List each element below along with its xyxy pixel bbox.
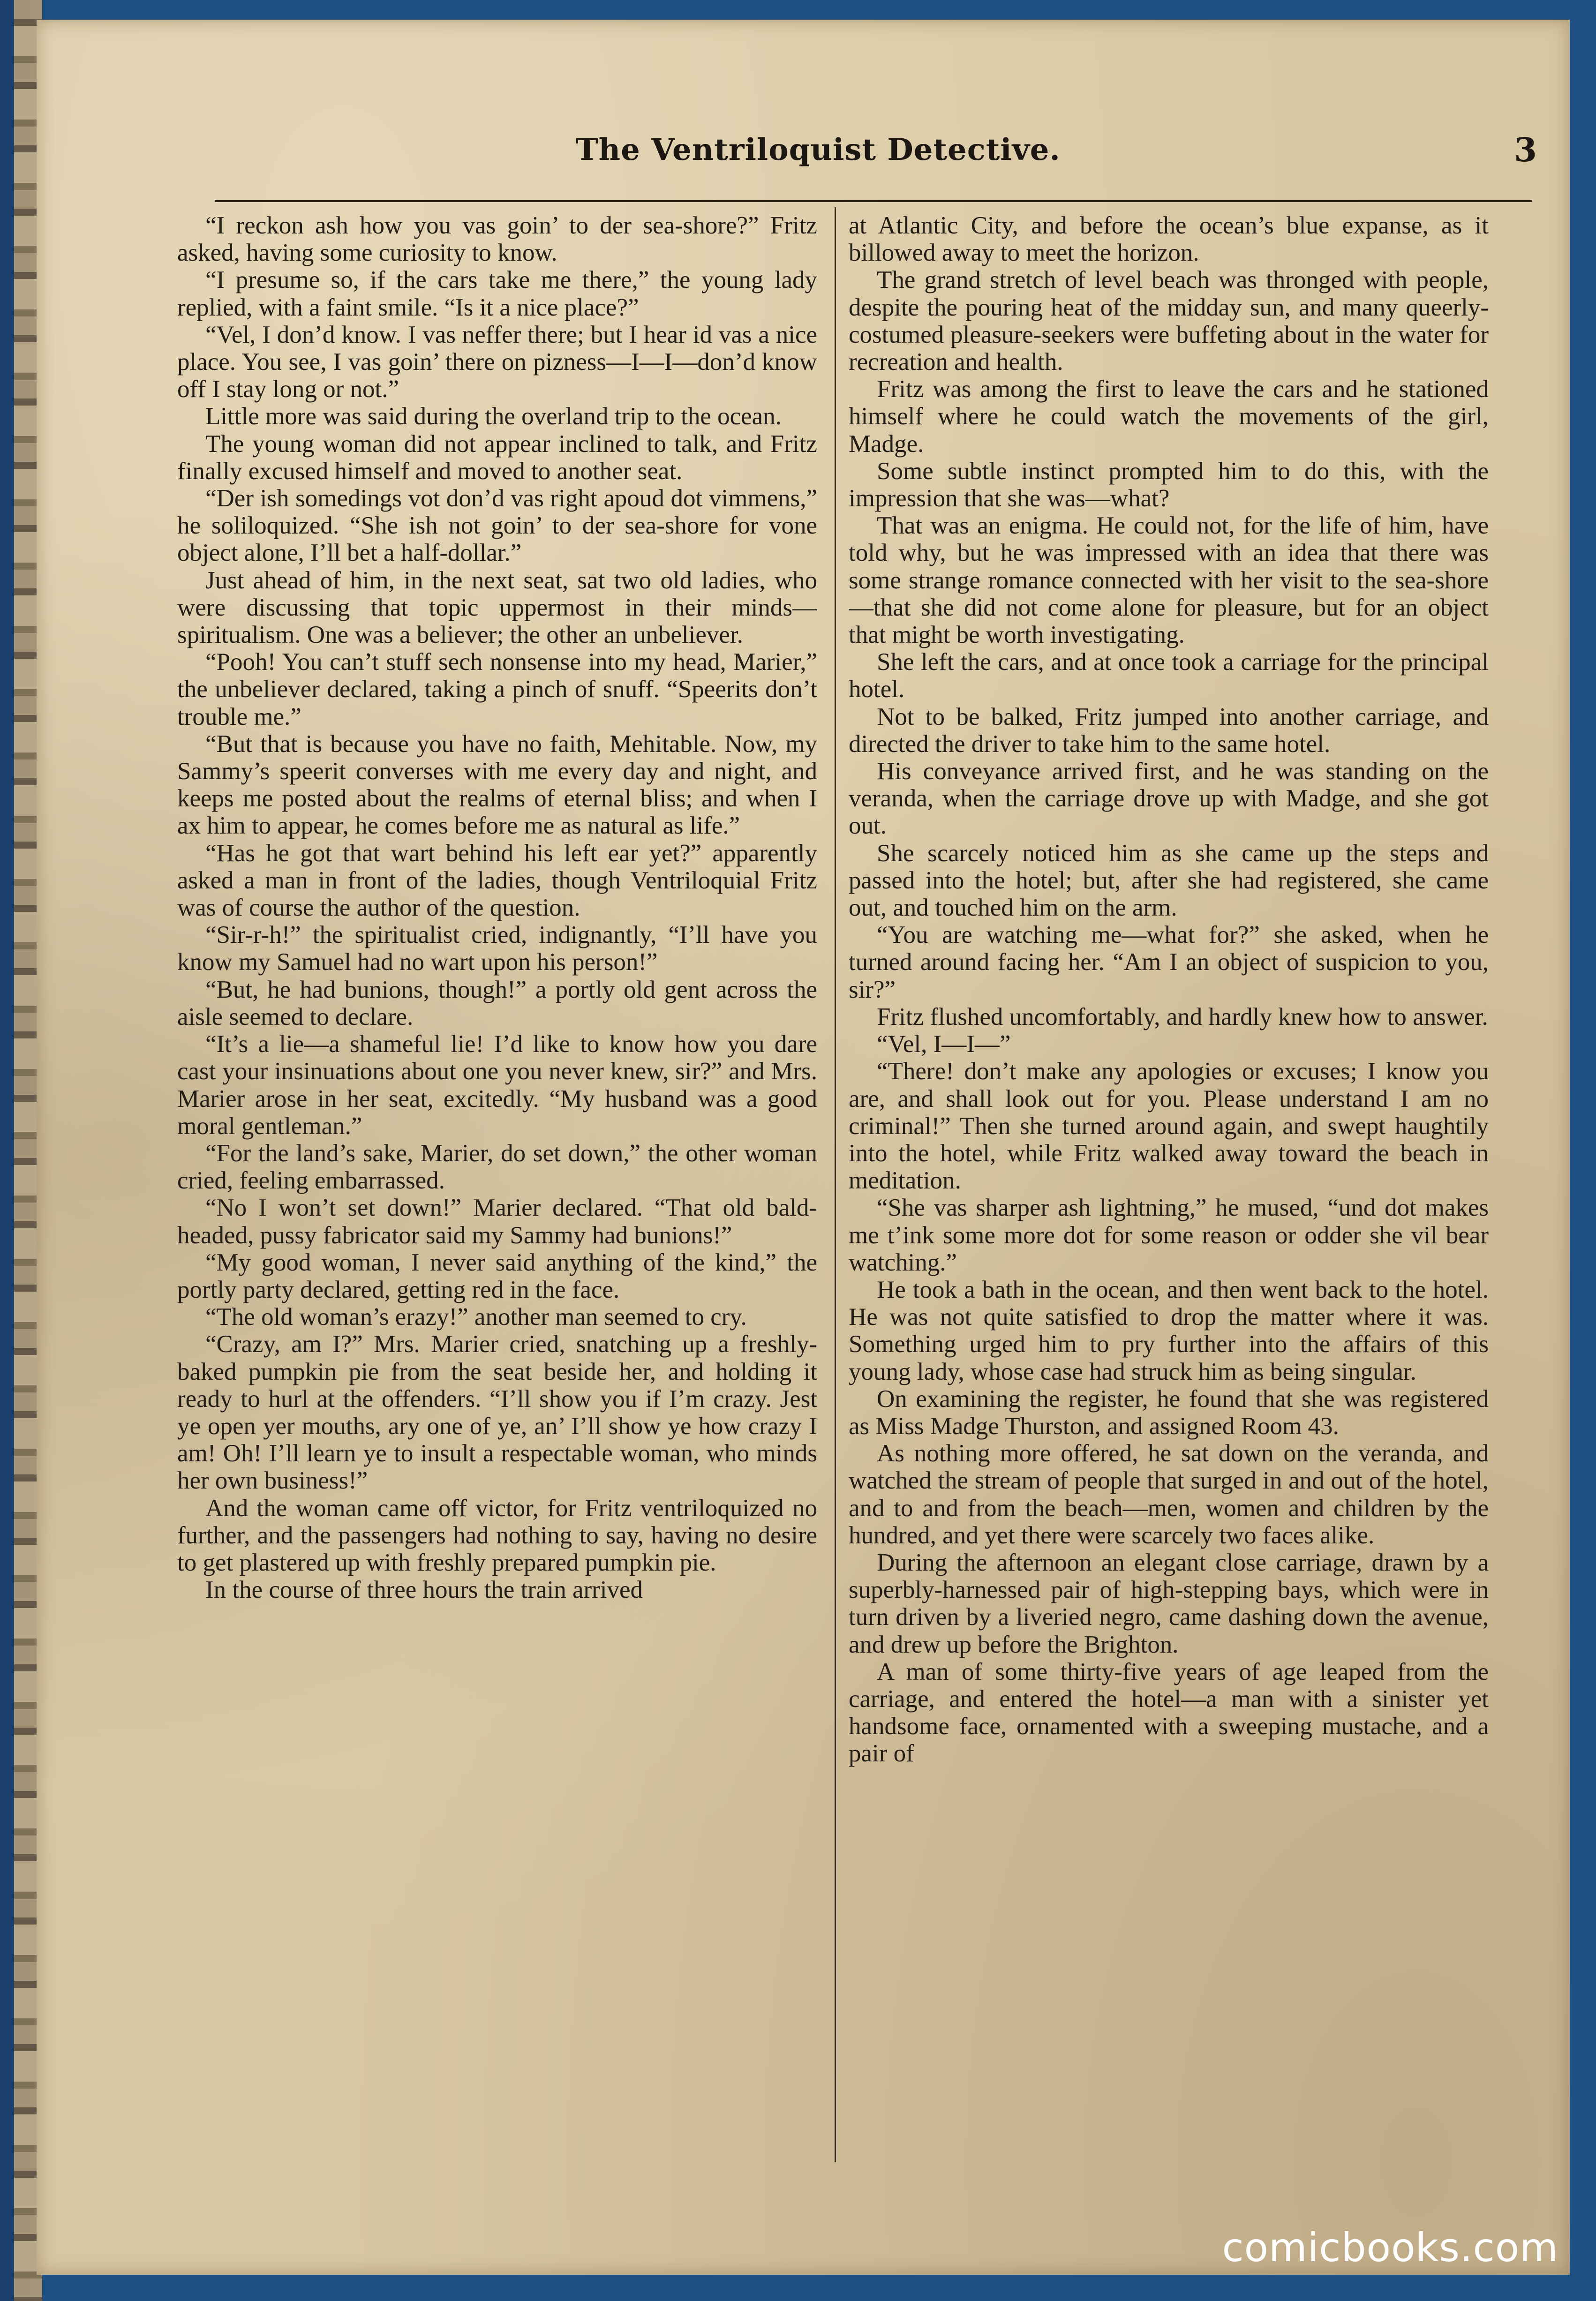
paragraph: “There! don’t make any apologies or excuses; I know you are, and shall look out for you. Please understand I am no criminal!” Then she turned around again, and swept haughtily into the hotel, while Fritz walked away toward the beach in meditation.: [849, 1058, 1489, 1195]
paragraph: Not to be balked, Fritz jumped into another carriage, and directed the driver to take him to the same hotel.: [849, 703, 1489, 758]
left-text-column: [177, 212, 817, 2158]
paragraph: “My good woman, I never said anything of the kind,” the portly party declared, getting red in the face.: [177, 1248, 817, 1303]
paragraph: “I presume so, if the cars take me there,” the young lady replied, with a faint smile. “Is it a nice place?”: [177, 266, 817, 321]
running-header: [576, 128, 1537, 179]
column-divider: [835, 207, 836, 2162]
paragraph: That was an enigma. He could not, for the life of him, have told why, but he was impressed with an idea that there was some strange romance connected with her visit to the sea-shore—that she did not come alone for pleasure, but for an object that might be worth investigating.: [849, 512, 1489, 649]
book-page: [37, 20, 1570, 2275]
paragraph: His conveyance arrived first, and he was standing on the veranda, when the carriage drove up with Madge, and she got out.: [849, 758, 1489, 840]
right-text-column: [849, 212, 1489, 2158]
paragraph: Little more was said during the overland trip to the ocean.: [205, 403, 782, 430]
paragraph: The grand stretch of level beach was thronged with people, despite the pouring heat of the midday sun, and many queerly-costumed pleasure-seekers were buffeting about in the water for recreation and health.: [849, 266, 1489, 376]
paragraph: She scarcely noticed him as she came up the steps and passed into the hotel; but, after she had registered, she came out, and touched him on the arm.: [849, 839, 1489, 922]
paragraph: During the afternoon an elegant close carriage, drawn by a superbly-harnessed pair of high-stepping bays, which were in turn driven by a liveried negro, came dashing down the avenue, and drew up before the Brighton.: [849, 1549, 1489, 1658]
paragraph: “I reckon ash how you vas goin’ to der sea-shore?” Fritz asked, having some curiosity to know.: [177, 212, 817, 267]
site-watermark: comicbooks.com: [1222, 2225, 1558, 2271]
paragraph: “You are watching me—what for?” she asked, when he turned around facing her. “Am I an object of suspicion to you, sir?”: [849, 921, 1489, 1003]
paragraph: He took a bath in the ocean, and then went back to the hotel. He was not quite satisfied to drop the matter where it was. Something urged him to pry further into the affairs of this young lady, whose case had struck him as being singular.: [849, 1276, 1489, 1385]
paragraph: “Vel, I don’d know. I vas neffer there; but I hear id vas a nice place. You see, I vas goin’ there on pizness—I—I—don’d know off I stay long or not.”: [177, 321, 817, 403]
paragraph: Fritz flushed uncomfortably, and hardly knew how to answer.: [877, 1003, 1488, 1030]
paragraph: “Sir-r-h!” the spiritualist cried, indignantly, “I’ll have you know my Samuel had no wart upon his person!”: [177, 921, 817, 976]
paragraph: In the course of three hours the train arrived: [205, 1576, 643, 1604]
paragraph: Some subtle instinct prompted him to do this, with the impression that she was—what?: [849, 457, 1489, 512]
page-number: 3: [1514, 130, 1537, 169]
paragraph: A man of some thirty-five years of age leaped from the carriage, and entered the hotel—a man with a sinister yet handsome face, ornamented with a sweeping mustache, and a pair of: [849, 1658, 1489, 1767]
paragraph: “For the land’s sake, Marier, do set down,” the other woman cried, feeling embarrassed.: [177, 1139, 817, 1195]
paragraph: “Has he got that wart behind his left ear yet?” apparently asked a man in front of the ladies, though Ventriloquial Fritz was of course the author of the question.: [177, 839, 817, 922]
paragraph: “Pooh! You can’t stuff sech nonsense into my head, Marier,” the unbeliever declared, taking a pinch of snuff. “Speerits don’t trouble me.”: [177, 648, 817, 730]
paragraph: Just ahead of him, in the next seat, sat two old ladies, who were discussing that topic uppermost in their minds—spiritualism. One was a believer; the other an unbeliever.: [177, 566, 817, 649]
paragraph: “Crazy, am I?” Mrs. Marier cried, snatching up a freshly-baked pumpkin pie from the seat beside her, and holding it ready to hurl at the offenders. “I’ll show you if I’m crazy. Jest ye open yer mouths, ary one of ye, an’ I’ll show ye how crazy I am! Oh! I’ll learn ye to insult a respectable woman, who minds her own business!”: [177, 1331, 817, 1495]
paragraph: And the woman came off victor, for Fritz ventriloquized no further, and the passengers had nothing to say, having no desire to get plastered up with freshly prepared pumpkin pie.: [177, 1494, 817, 1576]
paragraph: Fritz was among the first to leave the cars and he stationed himself where he could watch the movements of the girl, Madge.: [849, 376, 1489, 458]
paragraph: “Der ish somedings vot don’d vas right apoud dot vimmens,” he soliloquized. “She ish not goin’ to der sea-shore for vone object alone, I’ll bet a half-dollar.”: [177, 485, 817, 567]
paragraph: “She vas sharper ash lightning,” he mused, “und dot makes me t’ink some more dot for some reason or odder she vil bear watching.”: [849, 1194, 1489, 1276]
running-title: The Ventriloquist Detective.: [576, 132, 1061, 167]
paragraph: “But, he had bunions, though!” a portly old gent across the aisle seemed to declare.: [177, 976, 817, 1030]
paragraph: at Atlantic City, and before the ocean’s blue expanse, as it billowed away to meet the horizon.: [849, 212, 1489, 267]
paragraph: The young woman did not appear inclined to talk, and Fritz finally excused himself and moved to another seat.: [177, 430, 817, 485]
paragraph: “No I won’t set down!” Marier declared. “That old bald-headed, pussy fabricator said my Sammy had bunions!”: [177, 1194, 817, 1249]
header-rule: [215, 200, 1532, 202]
paragraph: “But that is because you have no faith, Mehitable. Now, my Sammy’s speerit converses with me every day and night, and keeps me posted about the realms of eternal bliss; and when I ax him to appear, he comes before me as natural as life.”: [177, 730, 817, 840]
paragraph: “The old woman’s erazy!” another man seemed to cry.: [205, 1303, 747, 1331]
paragraph: She left the cars, and at once took a carriage for the principal hotel.: [849, 648, 1489, 703]
paragraph: “It’s a lie—a shameful lie! I’d like to know how you dare cast your insinuations about one you never knew, sir?” and Mrs. Marier arose in her seat, excitedly. “My husband was a good moral gentleman.”: [177, 1030, 817, 1140]
paragraph: “Vel, I—I—”: [877, 1030, 1011, 1058]
paragraph: On examining the register, he found that she was registered as Miss Madge Thurston, and assigned Room 43.: [849, 1385, 1489, 1440]
paragraph: As nothing more offered, he sat down on the veranda, and watched the stream of people that surged in and out of the hotel, and to and from the beach—men, women and children by the hundred, and yet there were scarcely two faces alike.: [849, 1440, 1489, 1549]
